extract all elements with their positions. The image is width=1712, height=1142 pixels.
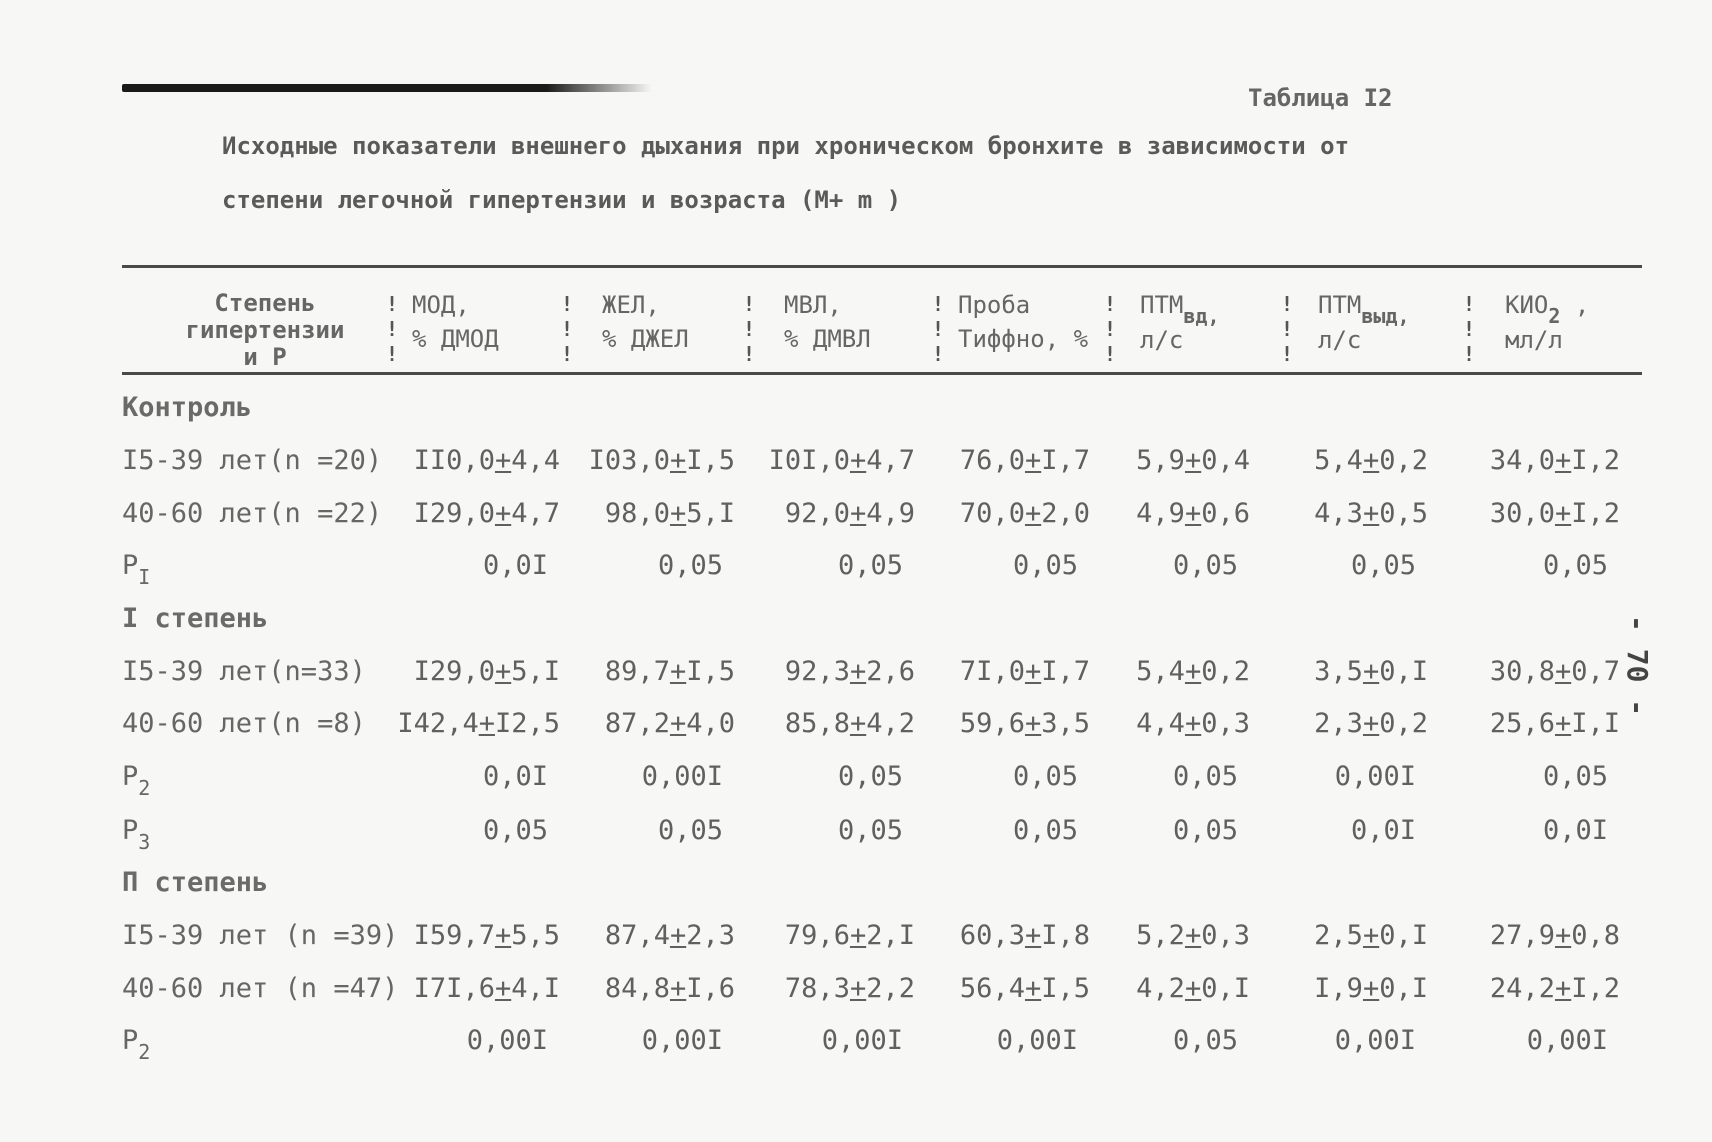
cell-error: 0,6 — [1201, 498, 1250, 529]
cell-error: 4,7 — [511, 498, 560, 529]
table-cell — [1490, 656, 1620, 687]
table-cell — [960, 656, 1090, 687]
table-cell — [397, 708, 560, 739]
cell-error: 0,5 — [1379, 498, 1428, 529]
p-label — [122, 550, 151, 589]
p-value: 0,00I — [821, 1025, 903, 1056]
cell-mean: 92,0 — [784, 498, 850, 529]
header-col-7-title — [1505, 288, 1590, 328]
p-value: 0,05 — [1172, 761, 1238, 792]
p-label-main: P — [122, 1025, 139, 1056]
cell-mean: 98,0 — [604, 498, 670, 529]
p-value: 0,05 — [1542, 761, 1608, 792]
cell-plus-minus: + — [1362, 708, 1380, 739]
table-cell — [1490, 920, 1620, 951]
cell-mean: 89,7 — [604, 656, 670, 687]
cell-mean: 78,3 — [784, 973, 850, 1004]
cell-error: 2,6 — [866, 656, 915, 687]
cell-mean: 84,8 — [604, 973, 670, 1004]
p-label-sub: 2 — [138, 1040, 151, 1064]
cell-mean: I29,0 — [413, 656, 495, 687]
header-col-7-unit: мл/л — [1505, 326, 1563, 354]
p-label-sub: I — [138, 565, 151, 589]
table-cell — [605, 708, 735, 739]
header-col-3 — [784, 288, 871, 356]
table-header-rule — [122, 372, 1642, 375]
table-cell — [589, 445, 735, 476]
table-cell — [1136, 708, 1250, 739]
p-value: 0,00I — [641, 1025, 723, 1056]
cell-mean: 87,4 — [604, 920, 670, 951]
cell-mean: 60,3 — [959, 920, 1025, 951]
p-label — [122, 1025, 151, 1064]
cell-error: 4,2 — [866, 708, 915, 739]
cell-plus-minus: + — [1024, 656, 1042, 687]
p-label — [122, 815, 151, 854]
cell-plus-minus: + — [849, 973, 867, 1004]
table-row — [0, 867, 1712, 907]
table-cell — [1314, 973, 1428, 1004]
table-row — [0, 445, 1712, 485]
table-cell — [960, 498, 1090, 529]
table-cell — [960, 708, 1090, 739]
header-col-5-title — [1140, 288, 1220, 328]
p-value: 0,05 — [657, 815, 723, 846]
p-label-main: P — [122, 761, 139, 792]
cell-plus-minus: + — [1554, 498, 1572, 529]
cell-error: 2,I — [866, 920, 915, 951]
cell-plus-minus: + — [1184, 708, 1202, 739]
cell-error: 4,0 — [686, 708, 735, 739]
cell-mean: 30,8 — [1489, 656, 1555, 687]
cell-error: 0,I — [1379, 920, 1428, 951]
cell-mean: 24,2 — [1489, 973, 1555, 1004]
table-row — [0, 708, 1712, 748]
cell-plus-minus: + — [1024, 973, 1042, 1004]
cell-plus-minus: + — [1362, 973, 1380, 1004]
header-col-7 — [1505, 288, 1589, 357]
cell-mean: I7I,6 — [413, 973, 495, 1004]
table-cell — [605, 498, 735, 529]
cell-plus-minus: + — [494, 656, 512, 687]
cell-mean: 7I,0 — [959, 656, 1025, 687]
header-col-7-main: КИО — [1505, 291, 1549, 319]
cell-error: I,8 — [1041, 920, 1090, 951]
cell-plus-minus: + — [1184, 656, 1202, 687]
cell-plus-minus: + — [494, 920, 512, 951]
table-row — [0, 603, 1712, 643]
p-value: 0,0I — [1350, 815, 1416, 846]
header-col-4-line-1: Тиффно, % — [958, 325, 1089, 353]
header-col-7-rest: , — [1560, 291, 1590, 319]
table-cell — [960, 445, 1090, 476]
cell-error: 0,4 — [1201, 445, 1250, 476]
cell-mean: 27,9 — [1489, 920, 1555, 951]
cell-error: I,6 — [686, 973, 735, 1004]
p-value: 0,05 — [837, 815, 903, 846]
cell-error: I,2 — [1571, 498, 1620, 529]
p-value: 0,05 — [1350, 550, 1416, 581]
cell-mean: 5,4 — [1136, 656, 1185, 687]
cell-mean: 5,2 — [1136, 920, 1185, 951]
table-cell — [414, 973, 560, 1004]
table-cell — [1136, 920, 1250, 951]
cell-error: 5,I — [686, 498, 735, 529]
table-cell — [785, 498, 915, 529]
cell-error: 0,7 — [1571, 656, 1620, 687]
p-value: 0,0I — [482, 550, 548, 581]
header-col-6-sub: выд, — [1361, 304, 1410, 328]
top-rule — [122, 84, 652, 92]
header-separator: ! ! ! — [386, 292, 399, 366]
table-cell — [414, 656, 560, 687]
cell-plus-minus: + — [849, 445, 867, 476]
header-col-1-line-0: МОД, — [412, 291, 470, 319]
table-cell — [1314, 708, 1428, 739]
header-col-2-line-1: % ДЖЕЛ — [602, 325, 689, 353]
table-caption-line-1: Исходные показатели внешнего дыхания при хроническом бронхите в зависимости от — [222, 132, 1350, 160]
header-col-2-line-0: ЖЕЛ, — [602, 291, 660, 319]
cell-mean: 5,4 — [1314, 445, 1363, 476]
cell-error: I,5 — [1041, 973, 1090, 1004]
table-cell — [605, 920, 735, 951]
p-label-main: P — [122, 815, 139, 846]
table-cell — [1314, 920, 1428, 951]
group-label: П степень — [122, 867, 269, 898]
cell-mean: I03,0 — [588, 445, 670, 476]
p-label-sub: 2 — [138, 776, 151, 800]
cell-plus-minus: + — [669, 445, 687, 476]
group-label: Контроль — [122, 392, 253, 423]
p-value: 0,05 — [482, 815, 548, 846]
cell-mean: 87,2 — [604, 708, 670, 739]
table-row — [0, 1025, 1712, 1065]
table-cell — [1490, 708, 1620, 739]
page-number: - 70 - — [1621, 615, 1654, 717]
row-label: I5-39 лет(n=33) — [122, 656, 366, 687]
header-col-2 — [602, 288, 689, 356]
p-label-main: P — [122, 550, 139, 581]
table-cell — [414, 920, 560, 951]
header-separator: ! ! ! — [1281, 292, 1294, 366]
cell-mean: I0I,0 — [768, 445, 850, 476]
cell-mean: I,9 — [1314, 973, 1363, 1004]
table-cell — [785, 973, 915, 1004]
p-value: 0,05 — [1172, 1025, 1238, 1056]
cell-plus-minus: + — [494, 498, 512, 529]
cell-error: 0,3 — [1201, 708, 1250, 739]
cell-error: 4,9 — [866, 498, 915, 529]
cell-plus-minus: + — [478, 708, 495, 739]
header-separator: ! ! ! — [1104, 292, 1117, 366]
table-row — [0, 920, 1712, 960]
table-cell — [785, 708, 915, 739]
cell-plus-minus: + — [1362, 656, 1380, 687]
p-value: 0,05 — [837, 550, 903, 581]
table-row — [0, 498, 1712, 538]
cell-plus-minus: + — [1184, 973, 1202, 1004]
header-col-0-line-0: Степень — [214, 289, 316, 317]
table-cell — [1314, 656, 1428, 687]
header-col-0-line-1: гипертензии — [185, 316, 345, 344]
cell-error: 0,I — [1379, 656, 1428, 687]
p-value: 0,05 — [1012, 550, 1078, 581]
cell-plus-minus: + — [1362, 498, 1380, 529]
cell-plus-minus: + — [1024, 445, 1042, 476]
cell-mean: 59,6 — [959, 708, 1025, 739]
cell-plus-minus: + — [494, 973, 512, 1004]
p-value: 0,05 — [1012, 761, 1078, 792]
table-row — [0, 392, 1712, 432]
cell-mean: 2,3 — [1314, 708, 1363, 739]
table-cell — [1314, 498, 1428, 529]
table-caption-line-2: степени легочной гипертензии и возраста (M+ m ) — [222, 186, 902, 214]
cell-mean: I29,0 — [413, 498, 495, 529]
cell-mean: I42,4 — [397, 708, 479, 739]
header-col-6-title — [1318, 288, 1410, 328]
cell-plus-minus: + — [849, 920, 867, 951]
header-col-3-line-0: МВЛ, — [784, 291, 842, 319]
p-label-sub: 3 — [138, 830, 151, 854]
cell-error: 2,3 — [686, 920, 735, 951]
cell-plus-minus: + — [1024, 498, 1042, 529]
table-label: Таблица I2 — [1248, 84, 1393, 112]
table-cell — [414, 445, 560, 476]
group-label: I степень — [122, 603, 269, 634]
table-cell — [1136, 498, 1250, 529]
cell-mean: 92,3 — [784, 656, 850, 687]
cell-plus-minus: + — [1024, 708, 1042, 739]
p-value: 0,05 — [1172, 550, 1238, 581]
p-value: 0,00I — [641, 761, 723, 792]
cell-plus-minus: + — [1362, 920, 1380, 951]
row-label: 40-60 лет(n =8) — [122, 708, 366, 739]
cell-plus-minus: + — [1184, 920, 1202, 951]
cell-plus-minus: + — [1554, 973, 1572, 1004]
cell-mean: 85,8 — [784, 708, 850, 739]
cell-error: 2,2 — [866, 973, 915, 1004]
p-value: 0,00I — [1334, 1025, 1416, 1056]
cell-plus-minus: + — [669, 708, 687, 739]
cell-mean: 5,9 — [1136, 445, 1185, 476]
cell-error: I,7 — [1041, 445, 1090, 476]
header-separator: ! ! ! — [561, 292, 574, 366]
p-value: 0,05 — [1542, 550, 1608, 581]
cell-plus-minus: + — [1362, 445, 1380, 476]
cell-mean: 79,6 — [784, 920, 850, 951]
cell-error: 0,3 — [1201, 920, 1250, 951]
cell-mean: 4,2 — [1136, 973, 1185, 1004]
table-cell — [1136, 656, 1250, 687]
table-row — [0, 761, 1712, 801]
cell-plus-minus: + — [1554, 445, 1572, 476]
p-value: 0,05 — [1012, 815, 1078, 846]
header-col-7-sub: 2 — [1548, 304, 1561, 328]
p-value: 0,05 — [837, 761, 903, 792]
table-cell — [1490, 445, 1620, 476]
table-top-rule — [122, 265, 1642, 268]
table-row — [0, 656, 1712, 696]
cell-plus-minus: + — [1184, 445, 1202, 476]
cell-error: 4,4 — [511, 445, 560, 476]
cell-error: 5,5 — [511, 920, 560, 951]
cell-error: I,I — [1571, 708, 1620, 739]
cell-error: 2,0 — [1041, 498, 1090, 529]
table-cell — [605, 973, 735, 1004]
cell-plus-minus: + — [1024, 920, 1042, 951]
table-cell — [785, 656, 915, 687]
cell-mean: 3,5 — [1314, 656, 1363, 687]
cell-error: I,5 — [686, 656, 735, 687]
cell-error: 3,5 — [1041, 708, 1090, 739]
p-value: 0,0I — [1542, 815, 1608, 846]
p-value: 0,05 — [1172, 815, 1238, 846]
table-row — [0, 815, 1712, 855]
p-label — [122, 761, 151, 800]
header-col-1-line-1: % ДМОД — [412, 325, 499, 353]
table-row — [0, 550, 1712, 590]
cell-error: 0,2 — [1379, 445, 1428, 476]
header-col-4 — [958, 288, 1088, 356]
table-cell — [769, 445, 915, 476]
cell-mean: 2,5 — [1314, 920, 1363, 951]
header-col-5-sub: вд, — [1183, 304, 1220, 328]
cell-error: 0,2 — [1379, 708, 1428, 739]
header-col-6-main: ПТМ — [1318, 291, 1362, 319]
cell-plus-minus: + — [494, 445, 512, 476]
header-col-5-unit: л/с — [1140, 326, 1184, 354]
cell-mean: 34,0 — [1489, 445, 1555, 476]
cell-error: 0,I — [1379, 973, 1428, 1004]
table-row — [0, 973, 1712, 1013]
cell-plus-minus: + — [849, 708, 867, 739]
cell-error: 0,I — [1201, 973, 1250, 1004]
cell-error: 0,2 — [1201, 656, 1250, 687]
cell-plus-minus: + — [1554, 656, 1572, 687]
header-col-4-line-0: Проба — [958, 291, 1031, 319]
row-label: I5-39 лет (n =39) — [122, 920, 399, 951]
header-separator: ! ! ! — [932, 292, 945, 366]
cell-mean: II0,0 — [413, 445, 495, 476]
cell-plus-minus: + — [1554, 920, 1572, 951]
cell-mean: 70,0 — [959, 498, 1025, 529]
table-cell — [605, 656, 735, 687]
cell-plus-minus: + — [669, 973, 687, 1004]
cell-mean: 25,6 — [1489, 708, 1555, 739]
header-col-0-line-2: и P — [243, 343, 287, 371]
table-cell — [785, 920, 915, 951]
header-col-6 — [1318, 288, 1410, 357]
p-value: 0,00I — [466, 1025, 548, 1056]
header-col-6-unit: л/с — [1318, 326, 1362, 354]
header-col-1 — [412, 288, 499, 356]
cell-plus-minus: + — [669, 920, 687, 951]
cell-error: I,2 — [1571, 445, 1620, 476]
cell-mean: 4,9 — [1136, 498, 1185, 529]
cell-error: 4,7 — [866, 445, 915, 476]
header-col-5 — [1140, 288, 1219, 357]
p-value: 0,05 — [657, 550, 723, 581]
cell-mean: 76,0 — [959, 445, 1025, 476]
cell-error: 4,I — [511, 973, 560, 1004]
table-cell — [1314, 445, 1428, 476]
cell-mean: 56,4 — [959, 973, 1025, 1004]
table-cell — [1136, 445, 1250, 476]
table-cell — [1490, 973, 1620, 1004]
table-cell — [414, 498, 560, 529]
p-value: 0,00I — [1526, 1025, 1608, 1056]
table-cell — [1490, 498, 1620, 529]
cell-plus-minus: + — [669, 498, 687, 529]
cell-plus-minus: + — [1184, 498, 1202, 529]
cell-plus-minus: + — [669, 656, 687, 687]
header-separator: ! ! ! — [743, 292, 756, 366]
p-value: 0,00I — [996, 1025, 1078, 1056]
row-label: I5-39 лет(n =20) — [122, 445, 383, 476]
header-col-3-line-1: % ДМВЛ — [784, 325, 871, 353]
cell-plus-minus: + — [1554, 708, 1572, 739]
cell-error: I2,5 — [494, 708, 560, 739]
cell-plus-minus: + — [849, 498, 867, 529]
cell-error: I,2 — [1571, 973, 1620, 1004]
cell-error: I,7 — [1041, 656, 1090, 687]
cell-error: I,5 — [686, 445, 735, 476]
cell-plus-minus: + — [849, 656, 867, 687]
p-value: 0,0I — [482, 761, 548, 792]
cell-mean: 4,4 — [1136, 708, 1185, 739]
header-col-5-main: ПТМ — [1140, 291, 1184, 319]
cell-mean: 4,3 — [1314, 498, 1363, 529]
cell-mean: 30,0 — [1489, 498, 1555, 529]
header-col-0 — [150, 290, 380, 371]
row-label: 40-60 лет(n =22) — [122, 498, 383, 529]
table-cell — [1136, 973, 1250, 1004]
table-cell — [960, 973, 1090, 1004]
cell-error: 5,I — [511, 656, 560, 687]
p-value: 0,00I — [1334, 761, 1416, 792]
cell-error: 0,8 — [1571, 920, 1620, 951]
cell-mean: I59,7 — [413, 920, 495, 951]
row-label: 40-60 лет (n =47) — [122, 973, 399, 1004]
table-cell — [960, 920, 1090, 951]
header-separator: ! ! ! — [1463, 292, 1476, 366]
